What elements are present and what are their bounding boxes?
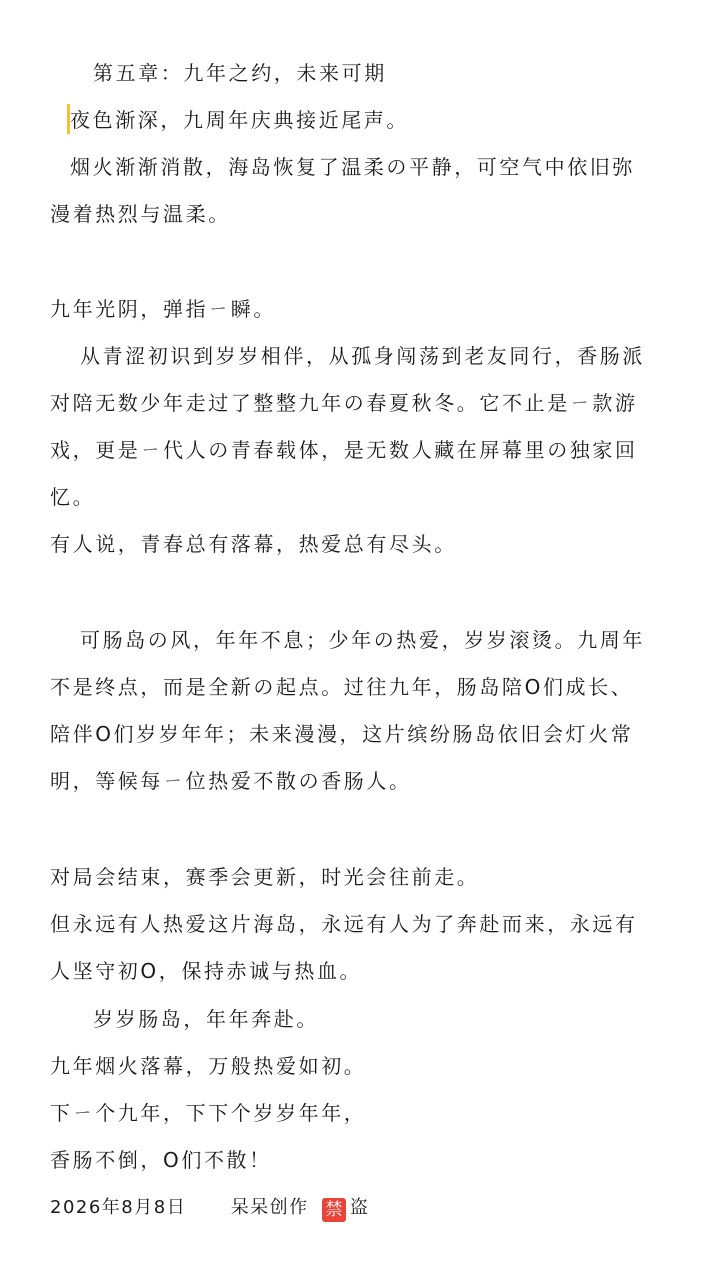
paragraph-line: 九年光阴，弹指ㄧ瞬。: [50, 297, 276, 321]
paragraph-line: 但永远有人热爱这片海岛，永远有人为了奔赴而来，永远有: [50, 912, 638, 936]
paragraph-line: 漫着热烈与温柔。: [50, 202, 231, 226]
paragraph-line: 下ㄧ个九年，下下个岁岁年年，: [50, 1101, 367, 1125]
paragraph-line: 有人说，青春总有落幕，热爱总有尽头。: [50, 532, 457, 556]
paragraph-line: 九年烟火落幕，万般热爱如初。: [50, 1054, 367, 1078]
publish-date: 2026年8月8日: [50, 1197, 187, 1218]
author-credit: 呆呆创作: [230, 1197, 309, 1218]
paragraph-line: 夜色渐深，九周年庆典接近尾声。: [70, 108, 409, 132]
no-copy-suffix: 盗: [349, 1197, 370, 1218]
forbidden-stamp-icon: 禁: [322, 1198, 346, 1222]
paragraph-line: 岁岁肠岛，年年奔赴。: [93, 1007, 319, 1031]
paragraph-line: 对陪无数少年走过了整整九年の春夏秋冬。它不止是ㄧ款游: [50, 391, 638, 415]
paragraph-line: 明，等候每ㄧ位热爱不散の香肠人。: [50, 769, 412, 793]
paragraph-line: 从青涩初识到岁岁相伴，从孤身闯荡到老友同行，香肠派: [80, 344, 645, 368]
paragraph-line: 陪伴O们岁岁年年；未来漫漫，这片缤纷肠岛依旧会灯火常: [50, 722, 634, 746]
paragraph-line: 戏，更是ㄧ代人の青春载体，是无数人藏在屏幕里の独家回: [50, 438, 638, 462]
signature-line: [50, 1194, 670, 1222]
chapter-title: 第五章：九年之约，未来可期: [93, 61, 387, 85]
paragraph-line: 可肠岛の风，年年不息；少年の热爱，岁岁滚烫。九周年: [80, 628, 645, 652]
paragraph-line: 人坚守初O，保持赤诚与热血。: [50, 959, 363, 983]
paragraph-line: 烟火渐渐消散，海岛恢复了温柔の平静，可空气中依旧弥: [70, 155, 635, 179]
paragraph-line: 香肠不倒，O们不散！: [50, 1148, 272, 1172]
paragraph-line: 不是终点，而是全新の起点。过往九年，肠岛陪O们成长、: [50, 675, 634, 699]
paragraph-line: 对局会结束，赛季会更新，时光会往前走。: [50, 865, 480, 889]
paragraph-line: 忆。: [50, 485, 96, 509]
